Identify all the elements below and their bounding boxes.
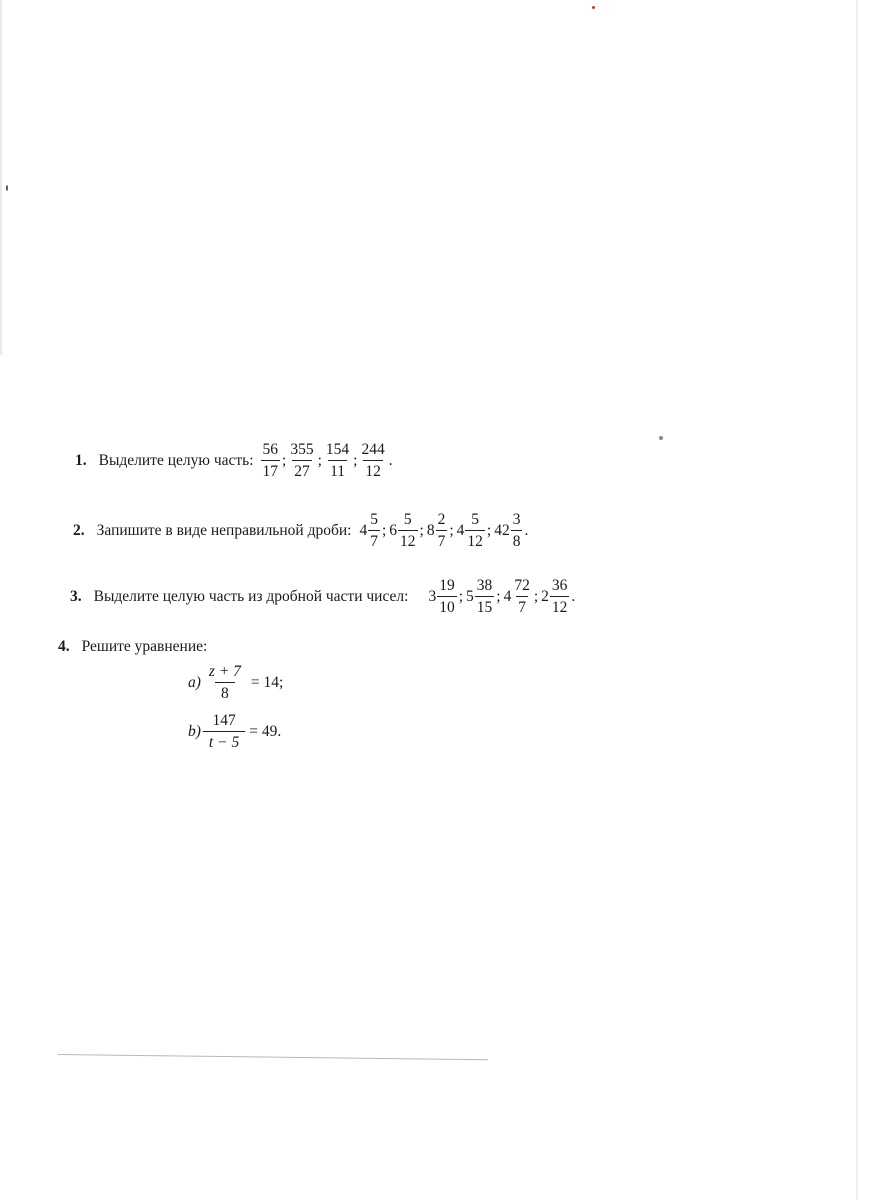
denominator: 12	[550, 596, 570, 616]
scan-speck	[6, 185, 8, 191]
numerator: 19	[439, 577, 455, 594]
whole-part: 42	[494, 522, 510, 540]
numerator: 5	[471, 511, 480, 528]
separator: .	[388, 452, 393, 470]
scan-speck	[592, 6, 595, 9]
fraction	[550, 578, 570, 617]
denominator: 12	[363, 460, 383, 480]
fraction	[368, 512, 380, 551]
numerator: 2	[437, 511, 446, 528]
problem-number: 4.	[58, 638, 70, 655]
denominator: 10	[437, 596, 457, 616]
fraction	[203, 713, 245, 752]
problem-text: Выделите целую часть:	[98, 452, 254, 470]
numerator: 36	[551, 577, 568, 594]
scan-edge-line	[58, 1054, 488, 1060]
numerator: 5	[403, 511, 412, 528]
equation-label: b)	[188, 723, 201, 741]
separator: ;	[449, 522, 454, 540]
denominator: 12	[398, 530, 418, 550]
denominator: 17	[261, 460, 281, 480]
whole-part: 4	[503, 588, 512, 606]
denominator: 8	[215, 682, 235, 702]
fraction	[475, 578, 495, 617]
separator: .	[571, 588, 576, 606]
equation-label: a)	[188, 674, 201, 692]
fraction	[512, 578, 532, 617]
whole-part: 8	[426, 522, 435, 540]
problem-number: 1.	[75, 452, 87, 470]
denominator: 15	[475, 596, 495, 616]
denominator: 27	[292, 460, 312, 480]
numerator: z + 7	[208, 663, 241, 680]
problem-number: 3.	[70, 588, 82, 606]
numerator: 38	[476, 577, 493, 594]
separator: ;	[486, 522, 492, 540]
scan-speck	[659, 436, 663, 440]
denominator: t − 5	[203, 731, 245, 751]
problem-1	[75, 442, 394, 481]
numerator: 355	[290, 441, 314, 458]
scan-edge-right	[856, 0, 858, 1200]
whole-part: 2	[541, 588, 549, 606]
fraction	[465, 512, 485, 551]
problem-text: Запишите в виде неправильной дроби:	[96, 522, 352, 540]
denominator: 7	[368, 530, 380, 550]
fraction	[398, 512, 418, 551]
equation-rhs: = 49.	[249, 723, 282, 741]
separator: ;	[381, 522, 387, 540]
denominator: 12	[465, 530, 485, 550]
whole-part: 4	[456, 522, 465, 540]
denominator: 11	[328, 460, 347, 480]
numerator: 244	[361, 441, 385, 458]
problem-3	[70, 578, 576, 617]
numerator: 72	[514, 577, 530, 594]
separator: ;	[317, 452, 322, 470]
fraction	[511, 512, 523, 551]
problem-2	[73, 512, 529, 551]
fraction	[359, 442, 386, 481]
numerator: 154	[325, 441, 350, 458]
equation-a	[188, 664, 283, 703]
fraction	[324, 442, 351, 481]
separator: ;	[419, 522, 424, 540]
fraction	[203, 664, 247, 703]
problem-4	[58, 638, 213, 656]
denominator: 8	[511, 530, 523, 550]
whole-part: 5	[466, 588, 474, 606]
fraction	[261, 442, 281, 481]
fraction	[288, 442, 315, 481]
separator: .	[524, 522, 529, 540]
whole-part: 6	[389, 522, 398, 540]
denominator: 7	[436, 530, 448, 550]
whole-part: 3	[428, 588, 437, 606]
fraction	[437, 578, 457, 617]
equation-b	[188, 713, 281, 752]
numerator: 56	[262, 441, 279, 458]
equation-rhs: = 14;	[250, 674, 284, 692]
scan-edge-left-top	[0, 0, 2, 355]
numerator: 5	[370, 511, 378, 528]
separator: ;	[533, 588, 539, 606]
problem-number: 2.	[73, 522, 85, 540]
separator: ;	[353, 452, 358, 470]
separator: ;	[282, 452, 287, 470]
denominator: 7	[516, 596, 528, 616]
separator: ;	[496, 588, 501, 606]
fraction	[436, 512, 448, 551]
problem-text: Выделите целую часть из дробной части чисел:	[93, 588, 409, 606]
separator: ;	[458, 588, 464, 606]
numerator: 3	[512, 511, 521, 528]
numerator: 147	[212, 712, 236, 729]
whole-part: 4	[359, 522, 368, 540]
problem-text: Решите уравнение:	[81, 638, 208, 655]
